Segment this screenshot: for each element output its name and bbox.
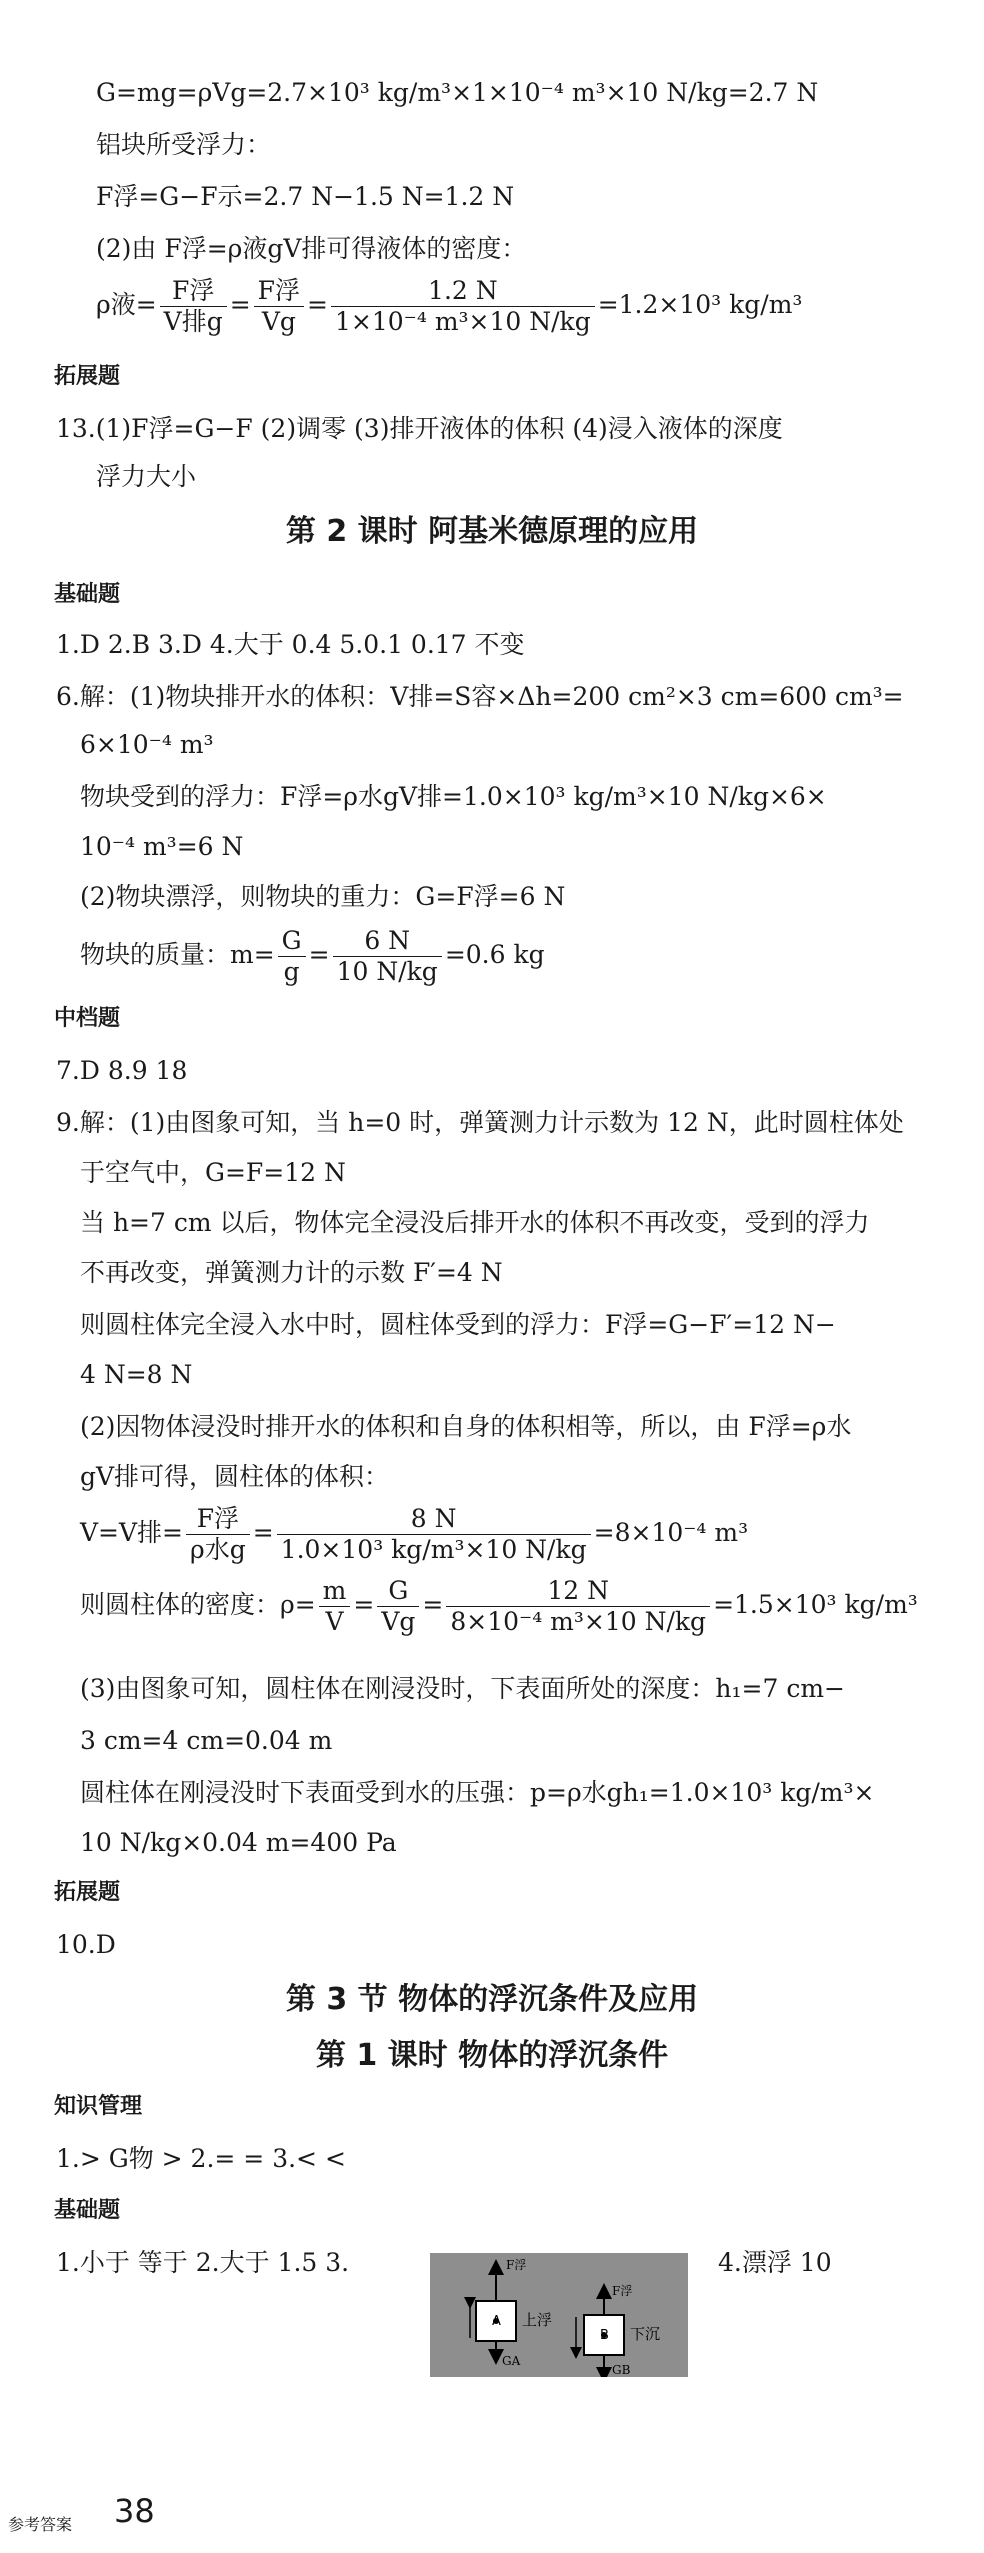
- answer-6-cont: (2)物块漂浮，则物块的重力：G=F浮=6 N: [80, 882, 566, 911]
- section-heading: 中档题: [54, 1006, 121, 1031]
- section-heading: 拓展题: [54, 364, 121, 389]
- fraction: $\frac{\text{F浮}}{\text{ρ水g}}$: [186, 1504, 250, 1565]
- eq-lhs: ρ液=: [96, 290, 157, 319]
- eq-rhs: =1.2×10³ kg/m³: [597, 290, 803, 319]
- fraction: $\frac{G}{Vg}$: [377, 1576, 419, 1637]
- section-heading: 拓展题: [54, 1880, 121, 1905]
- label-a-top: F浮: [506, 2258, 527, 2272]
- answers-1-5: 1.D 2.B 3.D 4.大于 0.4 5.0.1 0.17 不变: [56, 630, 525, 659]
- answer-9-cont: (2)因物体浸没时排开水的体积和自身的体积相等，所以，由 F浮=ρ水: [80, 1412, 852, 1441]
- answer-6-cont: 物块受到的浮力：F浮=ρ水gV排=1.0×10³ kg/m³×10 N/kg×6×: [80, 782, 827, 811]
- answer-9-cont: 3 cm=4 cm=0.04 m: [80, 1726, 333, 1755]
- fraction: $\frac{m}{V}$: [319, 1576, 351, 1637]
- section-heading: 知识管理: [54, 2094, 143, 2119]
- force-diagram: [430, 2253, 688, 2377]
- label-b-side: 下沉: [630, 2325, 661, 2343]
- answers-7-8: 7.D 8.9 18: [56, 1056, 188, 1085]
- fraction: $\frac{6 N}{10 N/kg}$: [333, 926, 442, 987]
- text-aluminum-buoyancy: 铝块所受浮力：: [96, 130, 272, 159]
- section-title: 第 3 节 物体的浮沉条件及应用: [285, 1982, 699, 2017]
- text-density-intro: (2)由 F浮=ρ液gV排可得液体的密度：: [96, 234, 527, 263]
- formula-volume: V=V排= $\frac{\text{F浮}}{\text{ρ水g}}$ = $\frac{8 N}{\text{1.0×10³ kg/m³×10 N/kg}}$ =8×10⁻⁴ m³: [80, 1504, 749, 1564]
- footer-label: 参考答案: [8, 2515, 73, 2534]
- answer-6: 6.解：(1)物块排开水的体积：V排=S容×Δh=200 cm²×3 cm=600 cm³=: [56, 682, 904, 711]
- answers-basic: 1.小于 等于 2.大于 1.5 3.: [56, 2248, 350, 2277]
- formula-buoyancy: F浮=G−F示=2.7 N−1.5 N=1.2 N: [96, 182, 515, 211]
- fraction: $\frac{G}{g}$: [278, 926, 306, 987]
- fraction: $\frac{8 N}{\text{1.0×10³ kg/m³×10 N/kg}}$: [277, 1504, 591, 1565]
- label-a-side: 上浮: [522, 2311, 553, 2329]
- answer-9-cont: 当 h=7 cm 以后，物体完全浸没后排开水的体积不再改变，受到的浮力: [80, 1208, 870, 1237]
- answer-9-cont: 4 N=8 N: [80, 1360, 193, 1389]
- answer-9-cont: 圆柱体在刚浸没时下表面受到水的压强：p=ρ水gh₁=1.0×10³ kg/m³×: [80, 1778, 875, 1807]
- answer-6-cont: 10⁻⁴ m³=6 N: [80, 832, 244, 861]
- formula-cylinder-density: 则圆柱体的密度：ρ= $\frac{m}{V}$ = $\frac{G}{Vg}$ = $\frac{12 N}{\text{8×10⁻⁴ m³×10 N/kg}}$ =1.5×10³ kg/m³: [80, 1576, 918, 1636]
- answer-13-cont: 浮力大小: [96, 462, 197, 491]
- section-heading: 基础题: [54, 582, 121, 607]
- answer-9-cont: 则圆柱体完全浸入水中时，圆柱体受到的浮力：F浮=G−F′=12 N−: [80, 1310, 836, 1339]
- formula-density: ρ液= $\frac{\text{F浮}}{\text{V排g}}$ = $\frac{\text{F浮}}{Vg}$ = $\frac{1.2 N}{\text{1×10⁻⁴ m³×10 N/kg}}$ =1.2×10³ kg/m³: [96, 276, 803, 336]
- fraction: $\frac{12 N}{\text{8×10⁻⁴ m³×10 N/kg}}$: [446, 1576, 710, 1637]
- force-diagram-svg: [430, 2253, 688, 2377]
- section-heading: 基础题: [54, 2198, 121, 2223]
- answer-9: 9.解：(1)由图象可知，当 h=0 时，弹簧测力计示数为 12 N，此时圆柱体处: [56, 1108, 904, 1137]
- fraction: $\frac{1.2 N}{\text{1×10⁻⁴ m³×10 N/kg}}$: [331, 276, 595, 337]
- formula-mass: 物块的质量：m= $\frac{G}{g}$ = $\frac{6 N}{10 N/kg}$ =0.6 kg: [80, 926, 545, 986]
- fraction: $\frac{\text{F浮}}{\text{V排g}}$: [160, 276, 227, 337]
- answer-6-cont: 6×10⁻⁴ m³: [80, 730, 214, 759]
- page-number: 38: [114, 2492, 155, 2530]
- answer-9-cont: (3)由图象可知，圆柱体在刚浸没时，下表面所处的深度：h₁=7 cm−: [80, 1674, 845, 1703]
- answer-9-cont: gV排可得，圆柱体的体积：: [80, 1462, 390, 1491]
- label-a-box: A: [492, 2314, 501, 2329]
- answer-9-cont: 于空气中，G=F=12 N: [80, 1158, 346, 1187]
- answer-9-cont: 10 N/kg×0.04 m=400 Pa: [80, 1828, 397, 1857]
- answer-4: 4.漂浮 10: [718, 2248, 832, 2277]
- lesson-title: 第 1 课时 物体的浮沉条件: [315, 2038, 669, 2073]
- answer-13: 13.(1)F浮=G−F (2)调零 (3)排开液体的体积 (4)浸入液体的深度: [56, 414, 783, 443]
- fraction: $\frac{\text{F浮}}{Vg}$: [254, 276, 304, 337]
- label-b-top: F浮: [612, 2284, 633, 2298]
- answer-9-cont: 不再改变，弹簧测力计的示数 F′=4 N: [80, 1258, 503, 1287]
- knowledge-answers: 1.> G物 > 2.= = 3.< <: [56, 2144, 346, 2173]
- formula-gravity: G=mg=ρVg=2.7×10³ kg/m³×1×10⁻⁴ m³×10 N/kg=2.7 N: [96, 78, 819, 107]
- label-b-bottom: GB: [612, 2363, 631, 2377]
- answer-10: 10.D: [56, 1930, 116, 1959]
- label-a-bottom: GA: [502, 2354, 521, 2368]
- label-b-box: B: [600, 2328, 609, 2343]
- lesson-title: 第 2 课时 阿基米德原理的应用: [285, 514, 699, 549]
